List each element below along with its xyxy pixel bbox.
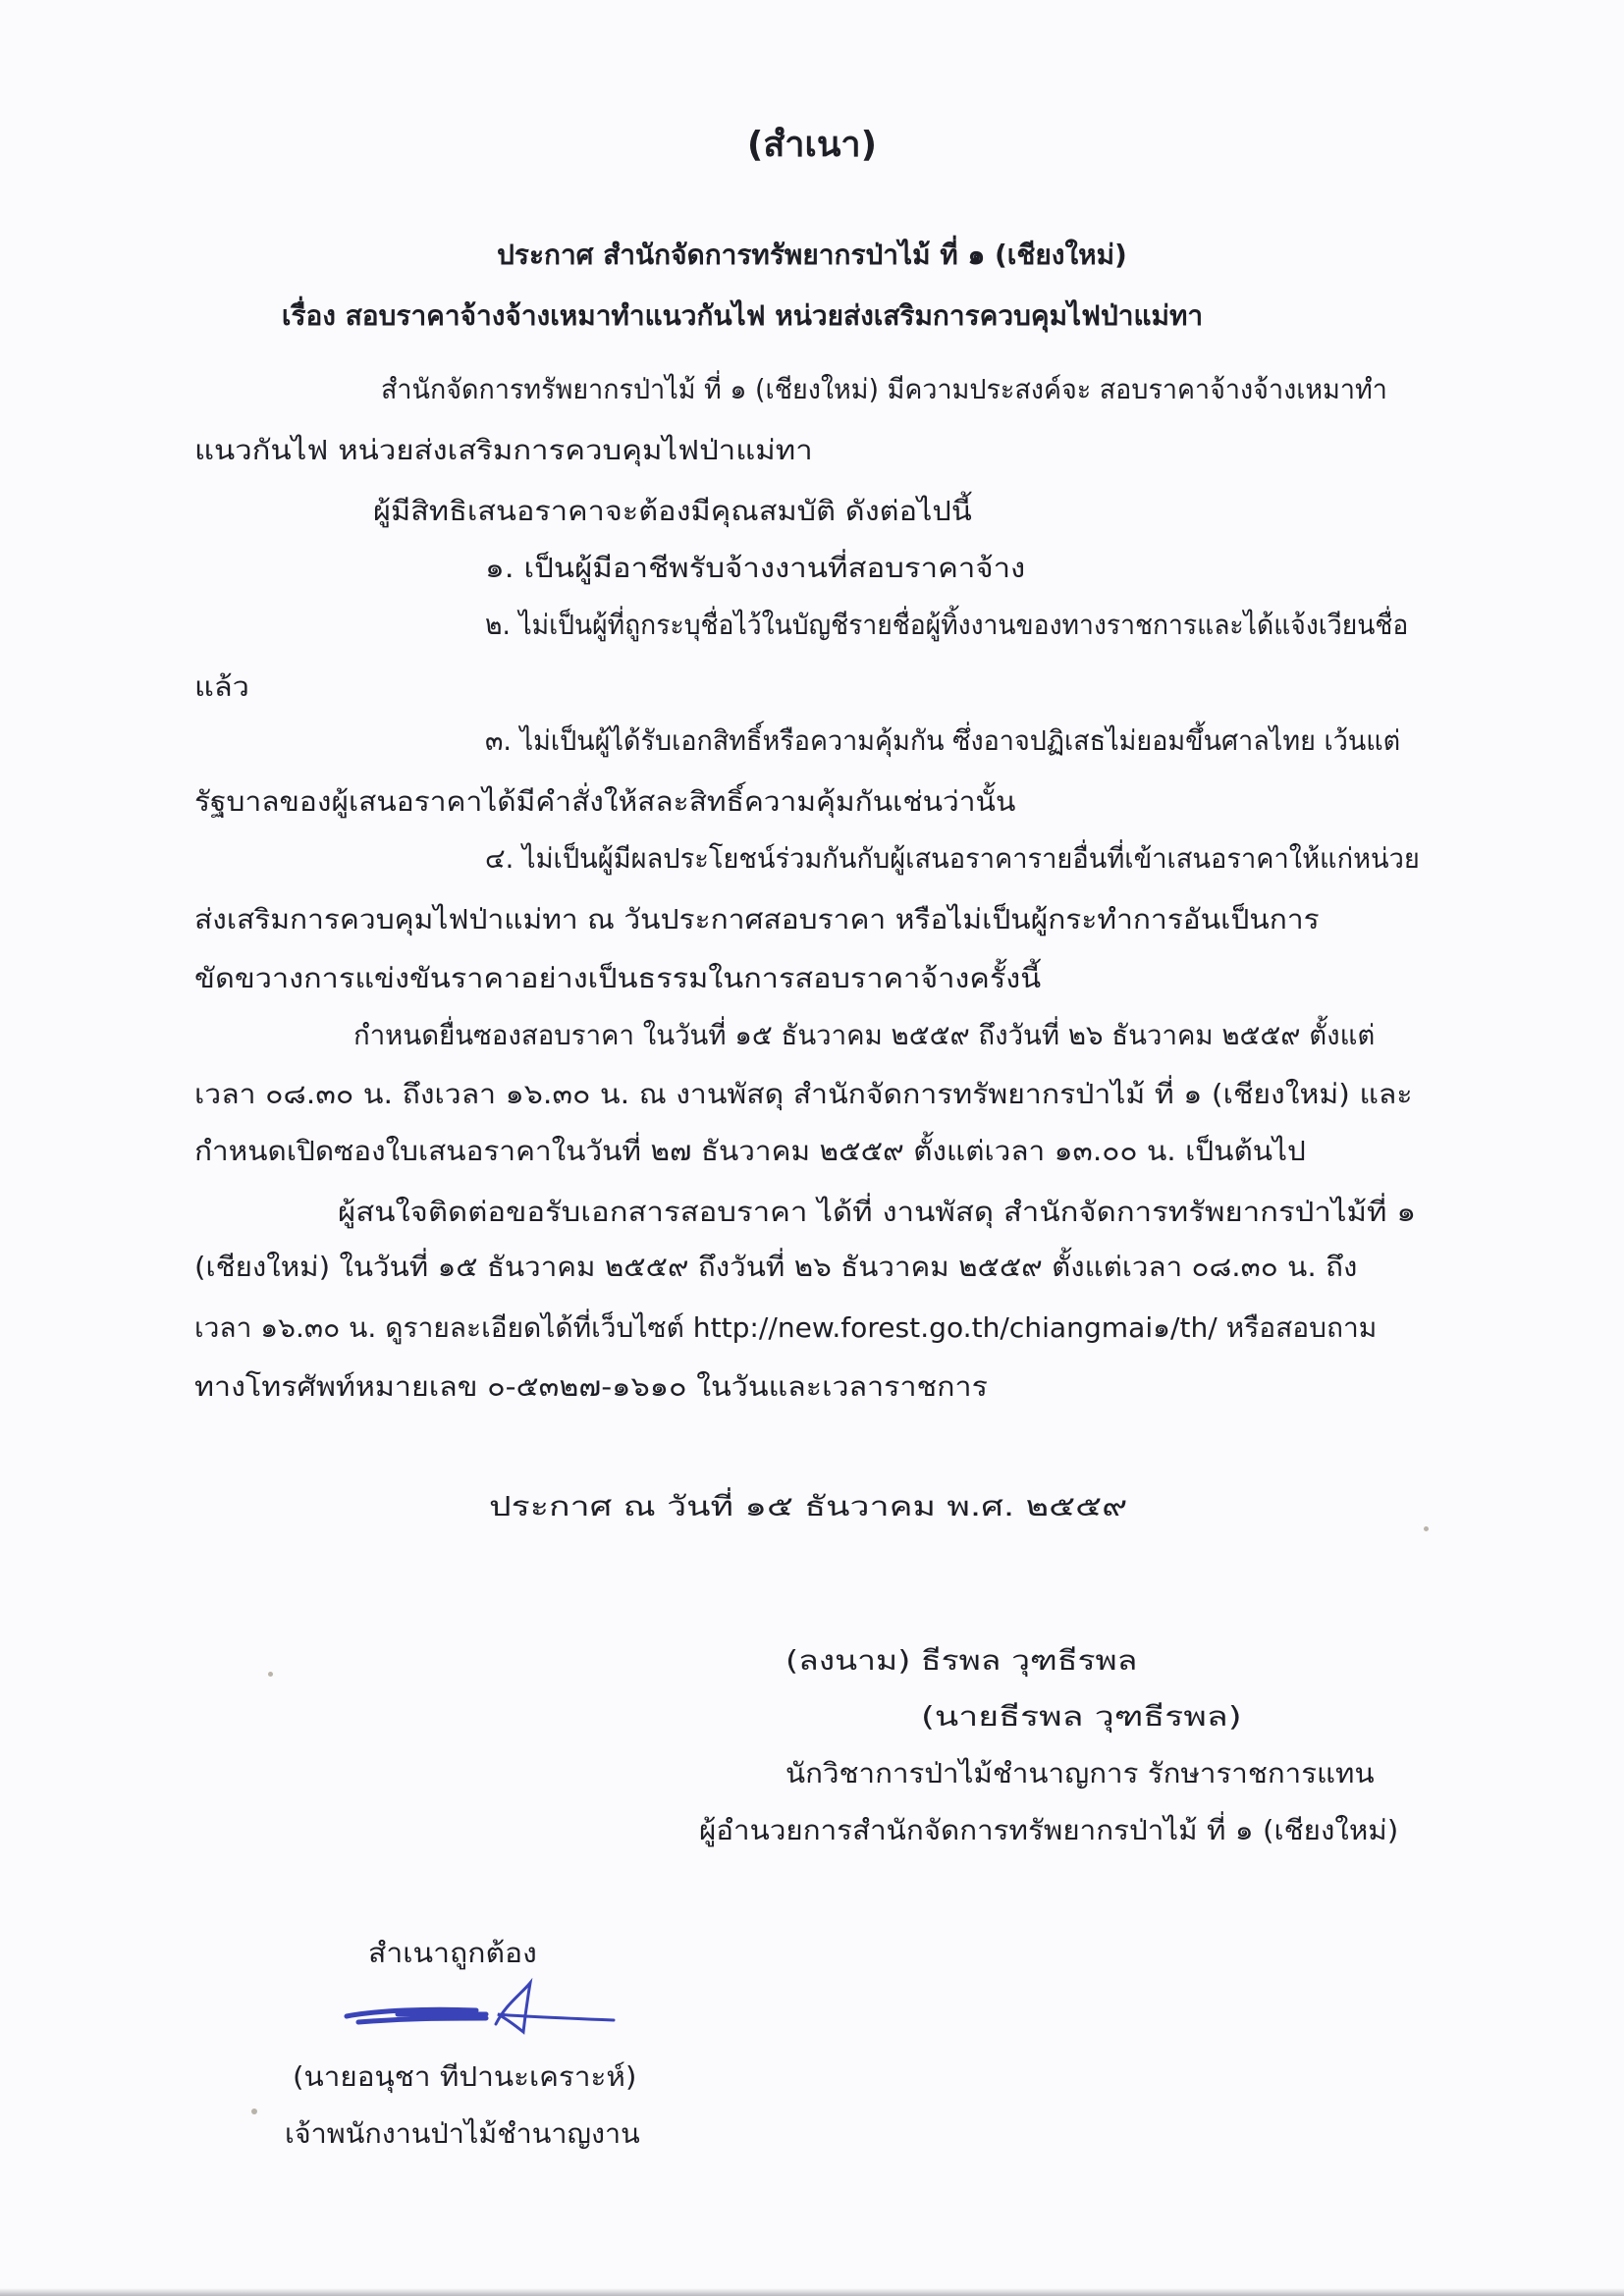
- qualification-item-4-line-3: ขัดขวางการแข่งขันราคาอย่างเป็นธรรมในการสอบราคาจ้างครั้งนี้: [194, 962, 1042, 994]
- qualification-item-2-line-2: แล้ว: [194, 670, 249, 703]
- announcement-title: ประกาศ สำนักจัดการทรัพยากรป่าไม้ ที่ ๑ (เชียงใหม่): [497, 239, 1127, 271]
- signatory-position-2: ผู้อำนวยการสำนักจัดการทรัพยากรป่าไม้ ที่ ๑ (เชียงใหม่): [699, 1814, 1399, 1846]
- qualification-item-4-line-2: ส่งเสริมการควบคุมไฟป่าแม่ทา ณ วันประกาศสอบราคา หรือไม่เป็นผู้กระทำการอันเป็นการ: [194, 903, 1320, 935]
- certifier-name: (นายอนุชา ทีปานะเคราะห์): [293, 2060, 637, 2093]
- true-copy-label: สำเนาถูกต้อง: [368, 1937, 537, 1969]
- announcement-date: ประกาศ ณ วันที่ ๑๕ ธันวาคม พ.ศ. ๒๕๕๙: [489, 1490, 1128, 1522]
- scan-speck: [268, 1672, 273, 1677]
- signatory-name: (นายธีรพล วุฑธีรพล): [921, 1700, 1242, 1733]
- announcement-subject: เรื่อง สอบราคาจ้างจ้างเหมาทำแนวกันไฟ หน่วยส่งเสริมการควบคุมไฟป่าแม่ทา: [281, 299, 1204, 332]
- intro-line-1: สำนักจัดการทรัพยากรป่าไม้ ที่ ๑ (เชียงใหม่) มีความประสงค์จะ สอบราคาจ้างจ้างเหมาทำ: [381, 373, 1387, 405]
- qualification-item-3-line-2: รัฐบาลของผู้เสนอราคาได้มีคำสั่งให้สละสิทธิ์ความคุ้มกันเช่นว่านั้น: [194, 785, 1016, 818]
- signatory-position-1: นักวิชาการป่าไม้ชำนาญการ รักษาราชการแทน: [785, 1757, 1375, 1789]
- qualification-item-4-line-1: ๔. ไม่เป็นผู้มีผลประโยชน์ร่วมกันกับผู้เสนอราคารายอื่นที่เข้าเสนอราคาให้แก่หน่วย: [485, 842, 1420, 875]
- qualification-item-3-line-1: ๓. ไม่เป็นผู้ได้รับเอกสิทธิ์หรือความคุ้มกัน ซึ่งอาจปฏิเสธไม่ยอมขึ้นศาลไทย เว้นแต่: [485, 724, 1401, 757]
- scan-speck: [1424, 1526, 1429, 1531]
- qualifications-heading: ผู้มีสิทธิเสนอราคาจะต้องมีคุณสมบัติ ดังต่อไปนี้: [373, 495, 972, 527]
- intro-line-2: แนวกันไฟ หน่วยส่งเสริมการควบคุมไฟป่าแม่ทา: [194, 434, 813, 466]
- contact-line-4: ทางโทรศัพท์หมายเลข ๐-๕๓๒๗-๑๖๑๐ ในวันและเวลาราชการ: [194, 1370, 988, 1403]
- qualification-item-2-line-1: ๒. ไม่เป็นผู้ที่ถูกระบุชื่อไว้ในบัญชีรายชื่อผู้ทิ้งงานของทางราชการและได้แจ้งเวียนชื่อ: [485, 609, 1409, 641]
- contact-line-3: เวลา ๑๖.๓๐ น. ดูรายละเอียดได้ที่เว็บไซต์ http://new.forest.go.th/chiangmai๑/th/ หรือสอบถาม: [194, 1311, 1378, 1344]
- schedule-line-3: กำหนดเปิดซองใบเสนอราคาในวันที่ ๒๗ ธันวาคม ๒๕๕๙ ตั้งแต่เวลา ๑๓.๐๐ น. เป็นต้นไป: [194, 1135, 1306, 1167]
- signature-scribble: [339, 1975, 623, 2044]
- scan-edge-shadow: [0, 2288, 1624, 2296]
- certifier-position: เจ้าพนักงานป่าไม้ชำนาญงาน: [285, 2117, 640, 2150]
- copy-mark: (สำเนา): [746, 125, 878, 165]
- qualification-item-1: ๑. เป็นผู้มีอาชีพรับจ้างงานที่สอบราคาจ้าง: [485, 552, 1026, 584]
- schedule-line-1: กำหนดยื่นซองสอบราคา ในวันที่ ๑๕ ธันวาคม ๒๕๕๙ ถึงวันที่ ๒๖ ธันวาคม ๒๕๕๙ ตั้งแต่: [353, 1019, 1376, 1051]
- scan-speck: [251, 2109, 257, 2114]
- contact-line-2: (เชียงใหม่) ในวันที่ ๑๕ ธันวาคม ๒๕๕๙ ถึงวันที่ ๒๖ ธันวาคม ๒๕๕๙ ตั้งแต่เวลา ๐๘.๓๐ น. ถึง: [194, 1251, 1358, 1283]
- schedule-line-2: เวลา ๐๘.๓๐ น. ถึงเวลา ๑๖.๓๐ น. ณ งานพัสดุ สำนักจัดการทรัพยากรป่าไม้ ที่ ๑ (เชียงใหม่) และ: [194, 1078, 1413, 1110]
- signatory-signed: (ลงนาม) ธีรพล วุฑธีรพล: [785, 1644, 1138, 1677]
- contact-line-1: ผู้สนใจติดต่อขอรับเอกสารสอบราคา ได้ที่ งานพัสดุ สำนักจัดการทรัพยากรป่าไม้ที่ ๑: [338, 1196, 1417, 1228]
